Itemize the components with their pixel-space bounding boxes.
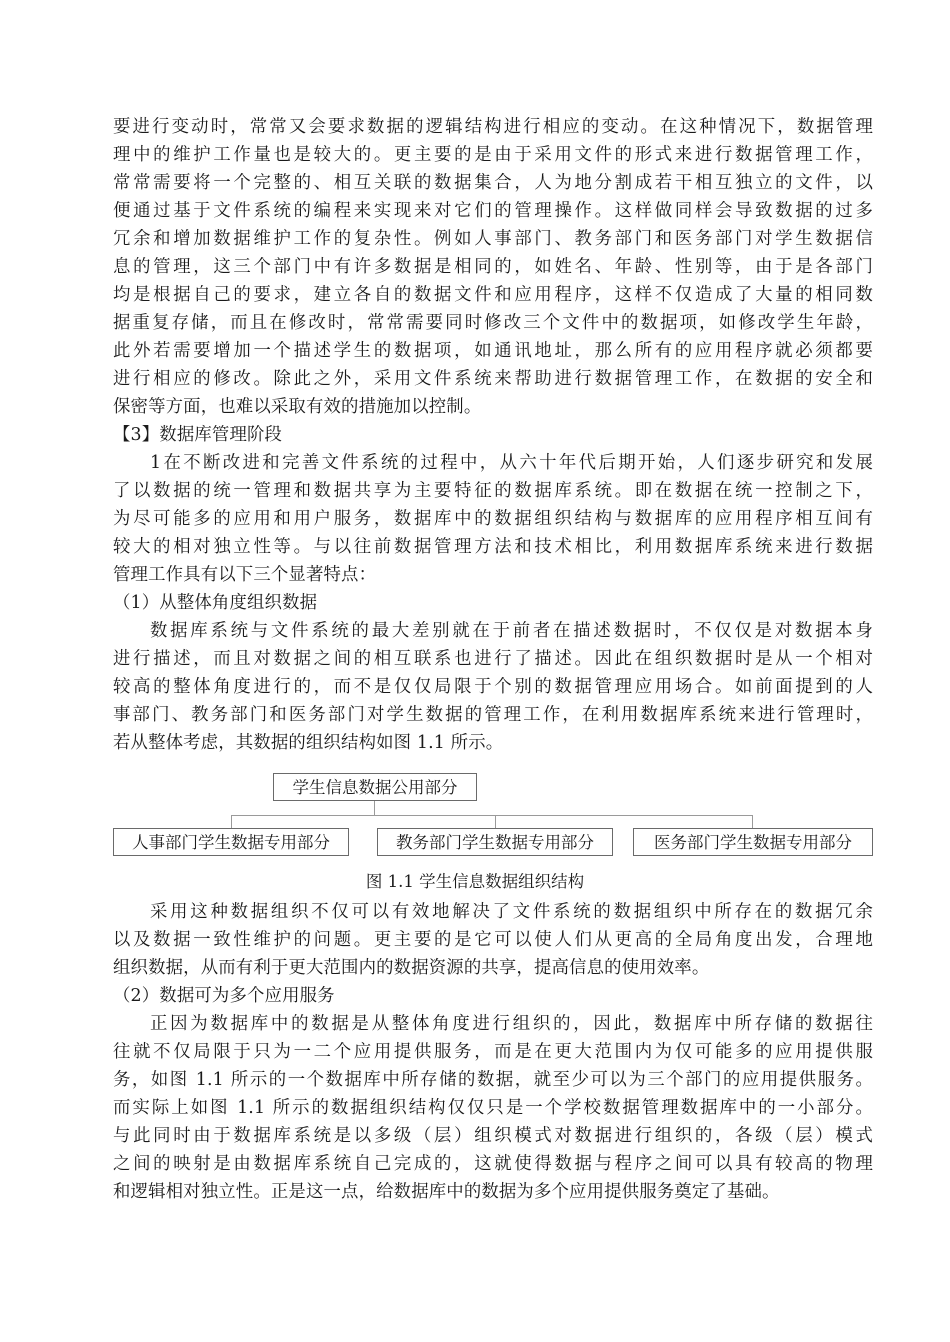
text-line: 往就不仅局限于只为一二个应用提供服务，而是在更大范围内为仅可能多的应用提供服 bbox=[113, 1042, 873, 1062]
text-line: 此外若需要增加一个描述学生的数据项，如通讯地址，那么所有的应用程序就必须都要 bbox=[113, 341, 873, 361]
text-line: 若从整体考虑，其数据的组织结构如图 1.1 所示。 bbox=[113, 733, 504, 753]
text-line: 数据库系统与文件系统的最大差别就在于前者在描述数据时，不仅仅是对数据本身 bbox=[150, 621, 873, 641]
text-line: 理中的维护工作量也是较大的。更主要的是由于采用文件的形式来进行数据管理工作， bbox=[113, 145, 873, 165]
connector-line bbox=[374, 801, 375, 816]
text-line: 管理工作具有以下三个显著特点： bbox=[113, 565, 377, 585]
subheading-2: （2）数据可为多个应用服务 bbox=[113, 986, 335, 1006]
text-line: 了以数据的统一管理和数据共享为主要特征的数据库系统。即在数据在统一控制之下， bbox=[113, 481, 873, 501]
text-line: 常常需要将一个完整的、相互关联的数据集合，人为地分割成若干相互独立的文件，以 bbox=[113, 173, 873, 193]
section-heading-3: 【3】数据库管理阶段 bbox=[113, 425, 283, 445]
text-line: 较大的相对独立性等。与以往前数据管理方法和技术相比，利用数据库系统来进行数据 bbox=[113, 537, 873, 557]
text-line: 便通过基于文件系统的编程来实现来对它们的管理操作。这样做同样会导致数据的过多 bbox=[113, 201, 873, 221]
figure-caption: 图 1.1 学生信息数据组织结构 bbox=[365, 872, 585, 891]
text-line: 正因为数据库中的数据是从整体角度进行组织的，因此，数据库中所存储的数据往 bbox=[150, 1014, 873, 1034]
text-line: 而实际上如图 1.1 所示的数据组织结构仅仅只是一个学校数据管理数据库中的一小部分。 bbox=[113, 1098, 873, 1118]
text-line: 据重复存储，而且在修改时，常常需要同时修改三个文件中的数据项，如修改学生年龄， bbox=[113, 313, 873, 333]
connector-line bbox=[231, 815, 753, 816]
text-line: 务，如图 1.1 所示的一个数据库中所存储的数据，就至少可以为三个部门的应用提供服务。 bbox=[113, 1070, 873, 1090]
child-node-box: 人事部门学生数据专用部分 bbox=[113, 828, 349, 856]
text-line: 1在不断改进和完善文件系统的过程中，从六十年代后期开始，人们逐步研究和发展 bbox=[150, 453, 873, 473]
connector-line bbox=[231, 815, 232, 828]
text-line: 采用这种数据组织不仅可以有效地解决了文件系统的数据组织中所存在的数据冗余 bbox=[150, 902, 873, 922]
text-line: 均是根据自己的要求，建立各自的数据文件和应用程序，这样不仅造成了大量的相同数 bbox=[113, 285, 873, 305]
text-line: 组织数据，从而有利于更大范围内的数据资源的共享，提高信息的使用效率。 bbox=[113, 958, 710, 978]
text-line: 要进行变动时，常常又会要求数据的逻辑结构进行相应的变动。在这种情况下，数据管理 bbox=[113, 117, 873, 137]
text-line: 较高的整体角度进行的，而不是仅仅局限于个别的数据管理应用场合。如前面提到的人 bbox=[113, 677, 873, 697]
text-line: 进行相应的修改。除此之外，采用文件系统来帮助进行数据管理工作，在数据的安全和 bbox=[113, 369, 873, 389]
text-line: 事部门、教务部门和医务部门对学生数据的管理工作，在利用数据库系统来进行管理时， bbox=[113, 705, 873, 725]
text-line: 冗余和增加数据维护工作的复杂性。例如人事部门、教务部门和医务部门对学生数据信 bbox=[113, 229, 873, 249]
child-node-box: 教务部门学生数据专用部分 bbox=[377, 828, 613, 856]
connector-line bbox=[495, 815, 496, 828]
text-line: 息的管理，这三个部门中有许多数据是相同的，如姓名、年龄、性别等，由于是各部门 bbox=[113, 257, 873, 277]
root-node-box: 学生信息数据公用部分 bbox=[273, 773, 477, 801]
connector-line bbox=[752, 815, 753, 828]
text-line: 保密等方面，也难以采取有效的措施加以控制。 bbox=[113, 397, 482, 417]
text-line: 为尽可能多的应用和用户服务，数据库中的数据组织结构与数据库的应用程序相互间有 bbox=[113, 509, 873, 529]
text-line: 以及数据一致性维护的问题。更主要的是它可以使人们从更高的全局角度出发，合理地 bbox=[113, 930, 873, 950]
text-line: 之间的映射是由数据库系统自己完成的，这就使得数据与程序之间可以具有较高的物理 bbox=[113, 1154, 873, 1174]
subheading-1: （1）从整体角度组织数据 bbox=[113, 593, 318, 613]
child-node-box: 医务部门学生数据专用部分 bbox=[633, 828, 873, 856]
text-line: 进行描述，而且对数据之间的相互联系也进行了描述。因此在组织数据时是从一个相对 bbox=[113, 649, 873, 669]
text-line: 和逻辑相对独立性。正是这一点，给数据库中的数据为多个应用提供服务奠定了基础。 bbox=[113, 1182, 780, 1202]
text-line: 与此同时由于数据库系统是以多级（层）组织模式对数据进行组织的，各级（层）模式 bbox=[113, 1126, 873, 1146]
